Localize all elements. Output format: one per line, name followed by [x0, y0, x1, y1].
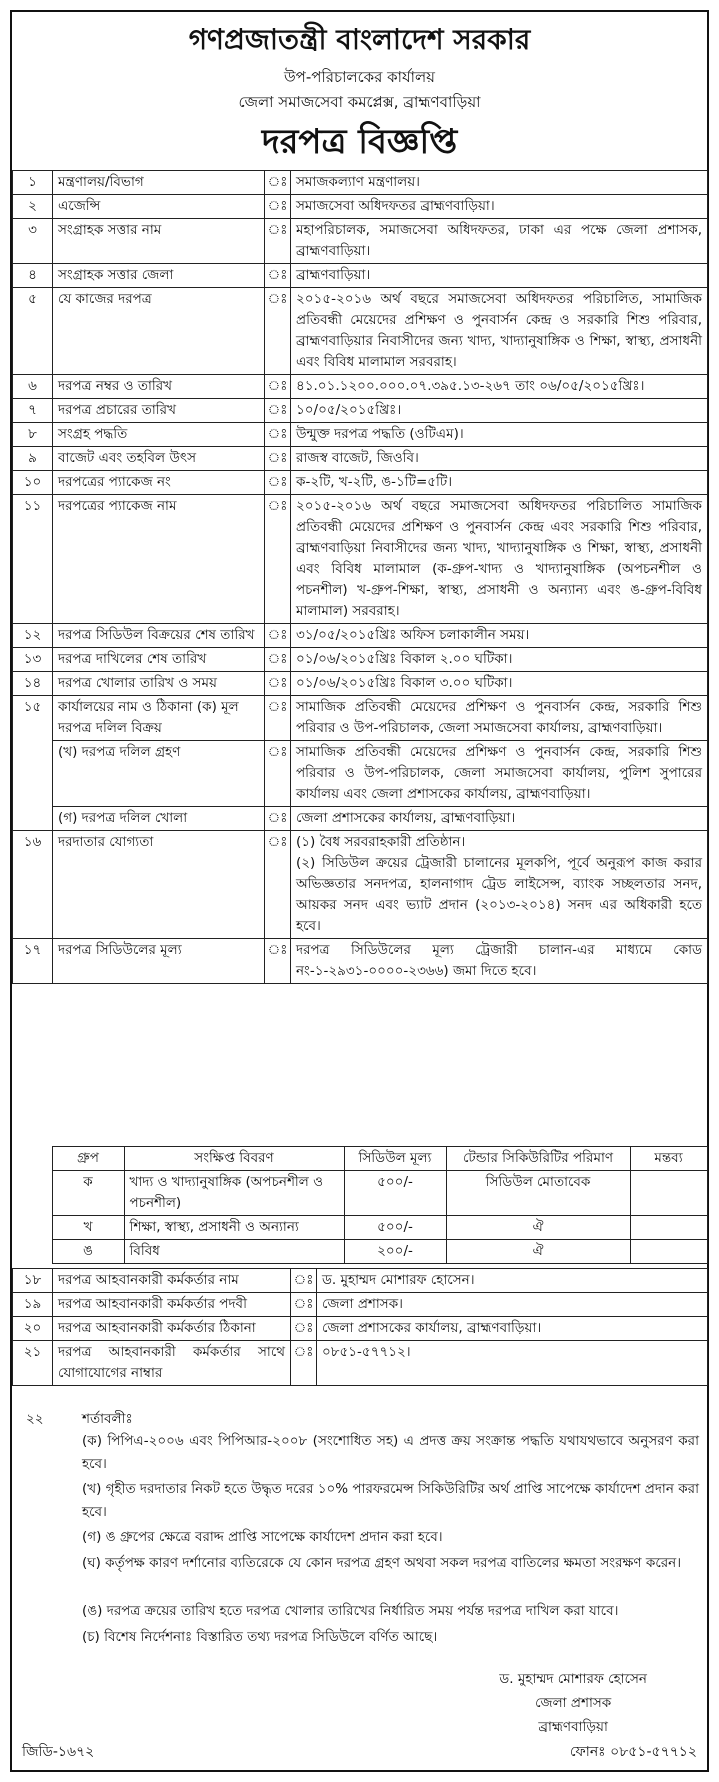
- term-item: (ঘ) কর্তৃপক্ষ কারণ দর্শানোর ব্যতিরেকে যে কোন দরপত্র গ্রহণ অথবা সকল দরপত্র বাতিলের ক্ষমতা সংরক্ষণ করেন।: [82, 1555, 682, 1571]
- row-label: যে কাজের দরপত্র: [53, 288, 265, 375]
- price-value: ৫০০/-: [344, 1171, 446, 1216]
- row-value: ১০/০৫/২০১৫খ্রিঃ।: [291, 399, 708, 423]
- row-separator: ঃ: [265, 672, 291, 696]
- row-number: ১৪: [13, 672, 53, 696]
- row-value: সামাজিক প্রতিবন্ধী মেয়েদের প্রশিক্ষণ ও পুনবার্সন কেন্দ্র, সরকারি শিশু পরিবার ও উপ-পরিচালক, জেলা সমাজসেবা কার্যালয়, ব্রাহ্মণবাড়িয়া।: [291, 696, 708, 741]
- row-value: ০৮৫১-৫৭৭১২।: [317, 1341, 708, 1386]
- price-table-header: [12, 1147, 707, 1171]
- terms-number: ২২: [26, 1411, 44, 1427]
- price-description: শিক্ষা, স্বাস্থ্য, প্রসাধনী ও অন্যান্য: [124, 1216, 344, 1240]
- term-item: (গ) ঙ গ্রুপের ক্ষেত্রে বরাদ্দ প্রাপ্তি সাপেক্ষে কার্যাদেশ প্রদান করা হবে।: [82, 1529, 443, 1545]
- row-separator: ঃ: [265, 741, 291, 807]
- header-schedule-price: সিডিউল মূল্য: [344, 1147, 446, 1171]
- price-group: ঙ: [52, 1240, 124, 1264]
- row-value: ২০১৫-২০১৬ অর্থ বছরে সমাজসেবা অধিদফতর পরিচালিত, সামাজিক প্রতিবন্ধী মেয়েদের প্রশিক্ষণ ও পুনবার্সন কেন্দ্র ও সরকারি শিশু পরিবার, ব্রাহ্মণবাড়িয়ার নিবাসীদের জন্য খাদ্য, খাদ্যানুষাঙ্গিক ও শিক্ষা, স্বাস্থ্য, প্রসাধনী এবং বিবিধ মালামাল সরবরাহ।: [291, 288, 708, 375]
- row-number: ১: [13, 171, 53, 195]
- row-separator: ঃ: [291, 1293, 317, 1317]
- price-row: [12, 1216, 707, 1240]
- table-row: [13, 1317, 708, 1341]
- row-label: দরপত্র নম্বর ও তারিখ: [53, 375, 265, 399]
- row-value: ০১/০৬/২০১৫খ্রিঃ বিকাল ২.০০ ঘটিকা।: [291, 648, 708, 672]
- row-value: মহাপরিচালক, সমাজসেবা অধিদফতর, ঢাকা এর পক্ষে জেলা প্রশাসক, ব্রাহ্মণবাড়িয়া।: [291, 219, 708, 264]
- table-row: [13, 471, 708, 495]
- header-remark: মন্তব্য: [630, 1147, 707, 1171]
- row-label: কার্যালয়ের নাম ও ঠিকানা (ক) মূল দরপত্র দলিল বিক্রয়: [53, 696, 265, 741]
- table-row: [13, 447, 708, 471]
- row-number: ১১: [13, 495, 53, 624]
- row-number: ২: [13, 195, 53, 219]
- row-separator: ঃ: [291, 1317, 317, 1341]
- row-number: ৯: [13, 447, 53, 471]
- row-label: দরপত্র আহবানকারী কর্মকর্তার ঠিকানা: [53, 1317, 291, 1341]
- signatory-name: ড. মুহাম্মদ মোশারফ হোসেন: [499, 1671, 647, 1687]
- notice-title: দরপত্র বিজ্ঞপ্তি: [261, 122, 458, 162]
- price-security: ঐ: [446, 1216, 630, 1240]
- term-item: (ঙ) দরপত্র ক্রয়ের তারিখ হতে দরপত্র খোলার তারিখের নির্ধারিত সময় পর্যন্ত দরপত্র দাখিল করা যাবে।: [82, 1603, 619, 1619]
- row-separator: ঃ: [265, 171, 291, 195]
- row-value: ড. মুহাম্মদ মোশারফ হোসেন।: [317, 1269, 708, 1293]
- table-row: [13, 1293, 708, 1317]
- row-label: সংগ্রহ পদ্ধতি: [53, 423, 265, 447]
- row-value: সমাজসেবা অধিদফতর ব্রাহ্মণবাড়িয়া।: [291, 195, 708, 219]
- row-label: (খ) দরপত্র দলিল গ্রহণ: [53, 741, 265, 807]
- table-row: [13, 672, 708, 696]
- price-security: সিডিউল মোতাবেক: [446, 1171, 630, 1216]
- row-value: ২০১৫-২০১৬ অর্থ বছরে সমাজসেবা অধিদফতর পরিচালিত সামাজিক প্রতিবন্ধী মেয়েদের প্রশিক্ষণ ও পুনবার্সন কেন্দ্র এবং সরকারি শিশু পরিবার, ব্রাহ্মণবাড়িয়া নিবাসীদের জন্য খাদ্য, খাদ্যানুষাঙ্গিক ও শিক্ষা, স্বাস্থ্য, প্রসাধনী এবং বিবিধ মালামাল (ক-গ্রুপ-খাদ্য ও খাদ্যানুষাঙ্গিক (অপচনশীল ও পচনশীল) খ-গ্রুপ-শিক্ষা, স্বাস্থ্য, প্রসাধনী ও অন্যান্য এবং ঙ-গ্রুপ-বিবিধ মালামাল) সরবরাহ।: [291, 495, 708, 624]
- row-separator: ঃ: [265, 807, 291, 831]
- row-number: ২১: [13, 1341, 53, 1386]
- government-title: গণপ্রজাতন্ত্রী বাংলাদেশ সরকার: [188, 23, 531, 56]
- row-number: ১৩: [13, 648, 53, 672]
- row-value: ০১/০৬/২০১৫খ্রিঃ বিকাল ৩.০০ ঘটিকা।: [291, 672, 708, 696]
- table-row: [13, 624, 708, 648]
- row-number: ১৫: [13, 696, 53, 831]
- row-label: সংগ্রাহক সত্তার নাম: [53, 219, 265, 264]
- row-number: ১২: [13, 624, 53, 648]
- row-separator: ঃ: [265, 939, 291, 984]
- row-number: ২০: [13, 1317, 53, 1341]
- row-number: ৪: [13, 264, 53, 288]
- row-label: দরদাতার যোগ্যতা: [53, 831, 265, 939]
- row-separator: ঃ: [265, 375, 291, 399]
- row-value: সমাজকল্যাণ মন্ত্রণালয়।: [291, 171, 708, 195]
- price-row: [12, 1171, 707, 1216]
- row-value: ৪১.০১.১২০০.০০০.০৭.৩৯৫.১৩-২৬৭ তাং ০৬/০৫/২০১৫খ্রিঃ।: [291, 375, 708, 399]
- row-label: (গ) দরপত্র দলিল খোলা: [53, 807, 265, 831]
- row-label: মন্ত্রণালয়/বিভাগ: [53, 171, 265, 195]
- row-value: ব্রাহ্মণবাড়িয়া।: [291, 264, 708, 288]
- row-number: ১৯: [13, 1293, 53, 1317]
- row-label: দরপত্রের প্যাকেজ নাম: [53, 495, 265, 624]
- row-separator: ঃ: [265, 624, 291, 648]
- table-row: [13, 219, 708, 264]
- row-value: [291, 831, 708, 939]
- row-value: উন্মুক্ত দরপত্র পদ্ধতি (ওটিএম)।: [291, 423, 708, 447]
- term-item: (চ) বিশেষ নির্দেশনাঃ বিস্তারিত তথ্য দরপত্র সিডিউলে বর্ণিত আছে।: [82, 1629, 438, 1645]
- table-row: [13, 1341, 708, 1386]
- term-item: (ক) পিপিএ-২০০৬ এবং পিপিআর-২০০৮ (সংশোধিত সহ) এ প্রদত্ত ক্রয় সংক্রান্ত পদ্ধতি যথাযথভাবে অনুসরণ করা হবে।: [82, 1433, 699, 1472]
- table-row: [13, 696, 708, 741]
- row-number: ১৬: [13, 831, 53, 939]
- row-separator: ঃ: [265, 447, 291, 471]
- row-value: জেলা প্রশাসকের কার্যালয়, ব্রাহ্মণবাড়িয়া।: [317, 1317, 708, 1341]
- row-separator: ঃ: [265, 423, 291, 447]
- row-separator: ঃ: [265, 495, 291, 624]
- table-row: [13, 399, 708, 423]
- row-label: দরপত্র আহবানকারী কর্মকর্তার সাথে যোগাযোগের নাম্বার: [53, 1341, 291, 1386]
- price-security: ঐ: [446, 1240, 630, 1264]
- price-value: ৫০০/-: [344, 1216, 446, 1240]
- table-row: [13, 1269, 708, 1293]
- row-value: সামাজিক প্রতিবন্ধী মেয়েদের প্রশিক্ষণ ও পুনবার্সন কেন্দ্র, সরকারি শিশু পরিবার ও উপ-পরিচালক, জেলা সমাজসেবা কার্যালয়, পুলিশ সুপারের কার্যালয় এবং জেলা প্রশাসকের কার্যালয়, ব্রাহ্মণবাড়িয়া।: [291, 741, 708, 807]
- header-security: টেন্ডার সিকিউরিটির পরিমাণ: [446, 1147, 630, 1171]
- row-label: দরপত্রের প্যাকেজ নং: [53, 471, 265, 495]
- row-separator: ঃ: [291, 1341, 317, 1386]
- price-group: ক: [52, 1171, 124, 1216]
- row-separator: ঃ: [265, 648, 291, 672]
- header-group: গ্রুপ: [52, 1147, 124, 1171]
- row-label: দরপত্র প্রচারের তারিখ: [53, 399, 265, 423]
- terms-title: শর্তাবলীঃ: [82, 1411, 133, 1427]
- officer-info-table: [12, 1268, 708, 1386]
- row-value: ৩১/০৫/২০১৫খ্রিঃ অফিস চলাকালীন সময়।: [291, 624, 708, 648]
- table-row: [13, 741, 708, 807]
- row-number: ৬: [13, 375, 53, 399]
- table-row: [13, 423, 708, 447]
- signatory-location: ব্রাহ্মণবাড়িয়া: [538, 1719, 608, 1735]
- row-label: দরপত্র খোলার তারিখ ও সময়: [53, 672, 265, 696]
- table-row: [13, 171, 708, 195]
- row-separator: ঃ: [265, 696, 291, 741]
- schedule-price-table: [12, 1146, 708, 1264]
- office-address: জেলা সমাজসেবা কমপ্লেক্স, ব্রাহ্মণবাড়িয়া: [238, 93, 481, 111]
- row-value: রাজস্ব বাজেট, জিওবি।: [291, 447, 708, 471]
- gd-code: জিডি-১৬৭২: [22, 1744, 95, 1760]
- row-number: ৫: [13, 288, 53, 375]
- tender-info-table: [12, 170, 708, 984]
- header-description: সংক্ষিপ্ত বিবরণ: [124, 1147, 344, 1171]
- price-remark: [630, 1171, 707, 1216]
- table-row: [13, 939, 708, 984]
- table-row: [13, 831, 708, 939]
- qualification-2: (২) সিডিউল ক্রয়ের ট্রেজারী চালানের মূলকপি, পূর্বে অনুরূপ কাজ করার অভিজ্ঞতার সনদপত্র, হালনাগাদ ট্রেড লাইসেন্স, ব্যাংক সচ্ছলতার সনদ, আয়কর সনদ এবং ভ্যাট প্রদান (২০১৩-২০১৪) সনদ এর অধিকারী হতে হবে।: [296, 855, 702, 934]
- price-description: খাদ্য ও খাদ্যানুষাঙ্গিক (অপচনশীল ও পচনশীল): [124, 1171, 344, 1216]
- row-value: জেলা প্রশাসকের কার্যালয়, ব্রাহ্মণবাড়িয়া।: [291, 807, 708, 831]
- row-number: ১৭: [13, 939, 53, 984]
- row-number: ৮: [13, 423, 53, 447]
- row-separator: ঃ: [265, 831, 291, 939]
- row-label: এজেন্সি: [53, 195, 265, 219]
- row-separator: ঃ: [265, 399, 291, 423]
- price-group: খ: [52, 1216, 124, 1240]
- price-row: [12, 1240, 707, 1264]
- row-value: ক-২টি, খ-২টি, ঙ-১টি=৫টি।: [291, 471, 708, 495]
- signatory-designation: জেলা প্রশাসক: [535, 1695, 612, 1711]
- price-remark: [630, 1240, 707, 1264]
- row-separator: ঃ: [265, 195, 291, 219]
- row-label: দরপত্র সিডিউল বিক্রয়ের শেষ তারিখ: [53, 624, 265, 648]
- qualification-1: (১) বৈধ সরবরাহকারী প্রতিষ্ঠান।: [296, 834, 466, 850]
- table-row: [13, 495, 708, 624]
- row-label: সংগ্রাহক সত্তার জেলা: [53, 264, 265, 288]
- row-number: ১৮: [13, 1269, 53, 1293]
- row-label: দরপত্র আহবানকারী কর্মকর্তার নাম: [53, 1269, 291, 1293]
- row-separator: ঃ: [265, 264, 291, 288]
- table-row: [13, 264, 708, 288]
- tender-notice-page: [10, 10, 709, 1772]
- office-name: উপ-পরিচালকের কার্যালয়: [283, 68, 435, 86]
- row-separator: ঃ: [265, 471, 291, 495]
- price-description: বিবিধ: [124, 1240, 344, 1264]
- table-row: [13, 648, 708, 672]
- row-number: ১০: [13, 471, 53, 495]
- row-separator: ঃ: [265, 219, 291, 264]
- row-value: দরপত্র সিডিউলের মূল্য ট্রেজারী চালান-এর মাধ্যমে কোড নং-১-২৯৩১-০০০০-২৩৬৬) জমা দিতে হবে।: [291, 939, 708, 984]
- table-row: [13, 195, 708, 219]
- row-label: বাজেট এবং তহবিল উৎস: [53, 447, 265, 471]
- row-number: ৩: [13, 219, 53, 264]
- table-row: [13, 807, 708, 831]
- table-row: [13, 375, 708, 399]
- price-remark: [630, 1216, 707, 1240]
- price-value: ২০০/-: [344, 1240, 446, 1264]
- row-value: জেলা প্রশাসক।: [317, 1293, 708, 1317]
- table-row: [13, 288, 708, 375]
- term-item: (খ) গৃহীত দরদাতার নিকট হতে উদ্ধৃত দরের ১০% পারফরমেন্স সিকিউরিটির অর্থ প্রাপ্তি সাপেক্ষে কার্যাদেশ প্রদান করা হবে।: [82, 1481, 699, 1520]
- row-separator: ঃ: [291, 1269, 317, 1293]
- row-label: দরপত্র আহবানকারী কর্মকর্তার পদবী: [53, 1293, 291, 1317]
- row-label: দরপত্র সিডিউলের মূল্য: [53, 939, 265, 984]
- phone-number: ফোনঃ ০৮৫১-৫৭৭১২: [569, 1744, 697, 1760]
- row-label: দরপত্র দাখিলের শেষ তারিখ: [53, 648, 265, 672]
- row-separator: ঃ: [265, 288, 291, 375]
- row-number: ৭: [13, 399, 53, 423]
- signature-block: [499, 1667, 647, 1739]
